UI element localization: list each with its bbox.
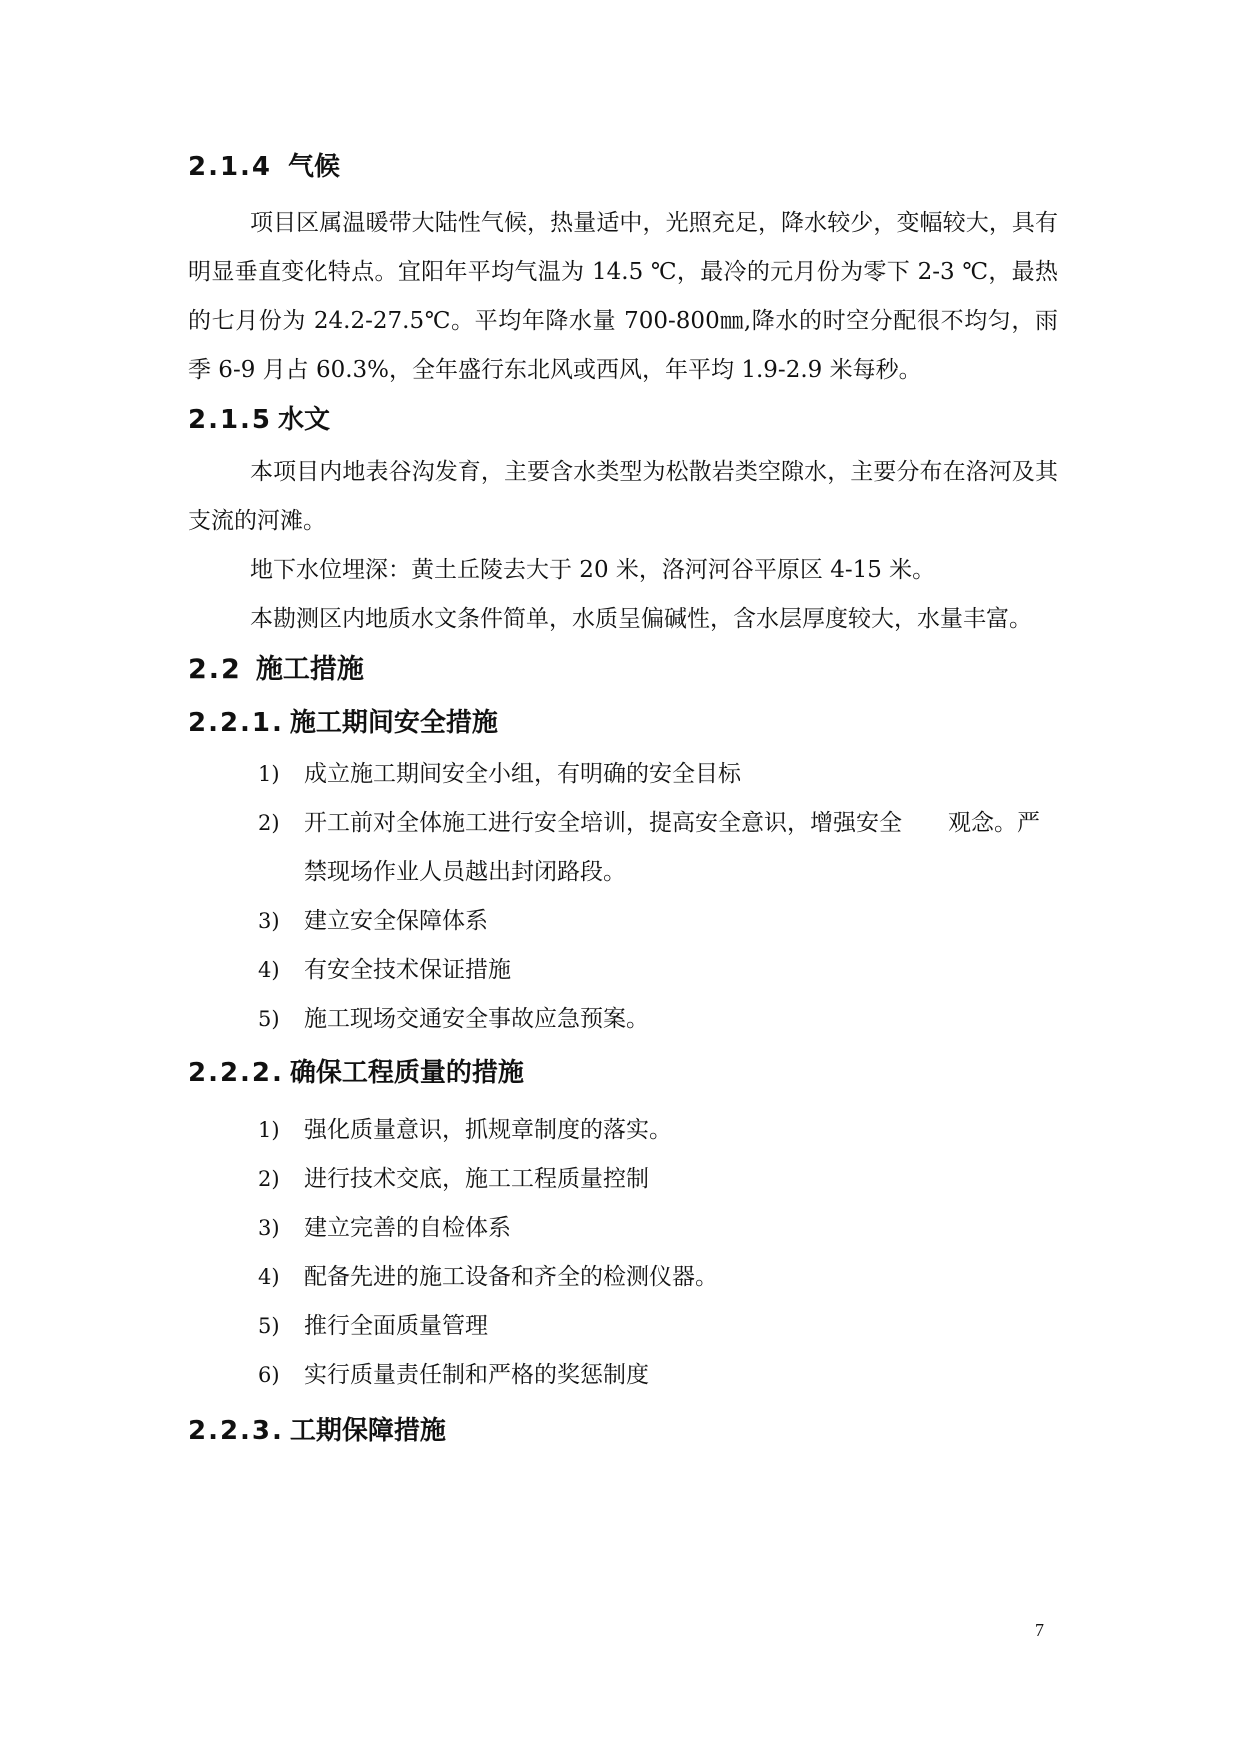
heading-2-2-2 (188, 1056, 1058, 1090)
hydrology-paragraph: 地下水位埋深：黄土丘陵去大于 20 米，洛河河谷平原区 4-15 米。 (250, 557, 936, 583)
heading-title: 施工措施 (255, 654, 364, 685)
list-item (188, 995, 1058, 1044)
list-item (188, 1155, 1058, 1204)
list-item (188, 1253, 1058, 1302)
list-item-text: 建立安全保障体系 (304, 908, 488, 934)
list-item (188, 799, 1058, 897)
list-item-text: 实行质量责任制和严格的奖惩制度 (304, 1362, 649, 1388)
list-marker: 5) (258, 1007, 280, 1031)
list-item (188, 897, 1058, 946)
safety-measures-list (188, 750, 1058, 1044)
list-marker: 4) (258, 1265, 280, 1289)
list-marker: 2) (258, 1167, 280, 1191)
list-item-text: 进行技术交底，施工工程质量控制 (304, 1166, 649, 1192)
list-item-text: 推行全面质量管理 (304, 1313, 488, 1339)
heading-title: 施工期间安全措施 (289, 708, 498, 738)
list-item-text: 有安全技术保证措施 (304, 957, 511, 983)
heading-title: 工期保障措施 (289, 1416, 446, 1446)
heading-number: 2.1.4 (188, 152, 273, 182)
heading-title: 水文 (278, 405, 331, 435)
list-item (188, 1351, 1058, 1400)
list-item-text: 成立施工期间安全小组，有明确的安全目标 (304, 761, 741, 787)
list-marker: 3) (258, 909, 280, 933)
heading-number: 2.2 (188, 654, 242, 685)
quality-measures-list (188, 1106, 1058, 1400)
heading-2-2-3 (188, 1414, 1058, 1448)
list-item (188, 750, 1058, 799)
list-marker: 3) (258, 1216, 280, 1240)
list-marker: 2) (258, 811, 280, 835)
list-item (188, 946, 1058, 995)
list-marker: 5) (258, 1314, 280, 1338)
heading-title: 气候 (288, 152, 341, 182)
document-body (188, 150, 1058, 1448)
list-item-text: 建立完善的自检体系 (304, 1215, 511, 1241)
list-item-text: 强化质量意识，抓规章制度的落实。 (304, 1117, 672, 1143)
heading-2-1-5 (188, 403, 1058, 437)
heading-number: 2.2.3. (188, 1416, 284, 1446)
heading-2-1-4 (188, 150, 1058, 184)
list-item-text: 施工现场交通安全事故应急预案。 (304, 1006, 649, 1032)
heading-2-2-1 (188, 706, 1058, 740)
list-item-text: 配备先进的施工设备和齐全的检测仪器。 (304, 1264, 718, 1290)
list-item-text: 开工前对全体施工进行安全培训，提高安全意识，增强安全 观念。严禁现场作业人员越出封闭路段。 (304, 810, 1040, 885)
heading-number: 2.1.5 (188, 405, 273, 435)
list-marker: 1) (258, 1118, 280, 1142)
hydrology-paragraph: 本勘测区内地质水文条件简单，水质呈偏碱性，含水层厚度较大，水量丰富。 (250, 606, 1032, 632)
heading-number: 2.2.1. (188, 708, 284, 738)
list-item (188, 1302, 1058, 1351)
list-marker: 4) (258, 958, 280, 982)
heading-title: 确保工程质量的措施 (289, 1058, 524, 1088)
list-item (188, 1204, 1058, 1253)
climate-paragraph: 项目区属温暖带大陆性气候，热量适中，光照充足，降水较少，变幅较大，具有明显垂直变化特点。宜阳年平均气温为 14.5 ℃，最冷的元月份为零下 2-3 ℃，最热的七月份为 24.2-27.5℃。平均年降水量 700-800㎜,降水的时空分配很不均匀，雨季 6-9 月占 60.3%，全年盛行东北风或西风，年平均 1.9-2.9 米每秒。 (188, 210, 1058, 383)
list-marker: 6) (258, 1363, 280, 1387)
page-number: 7 (1035, 1620, 1044, 1640)
hydrology-paragraph: 本项目内地表谷沟发育，主要含水类型为松散岩类空隙水，主要分布在洛河及其支流的河滩。 (188, 459, 1058, 534)
list-item (188, 1106, 1058, 1155)
heading-2-2 (188, 652, 1058, 688)
heading-number: 2.2.2. (188, 1058, 284, 1088)
list-marker: 1) (258, 762, 280, 786)
